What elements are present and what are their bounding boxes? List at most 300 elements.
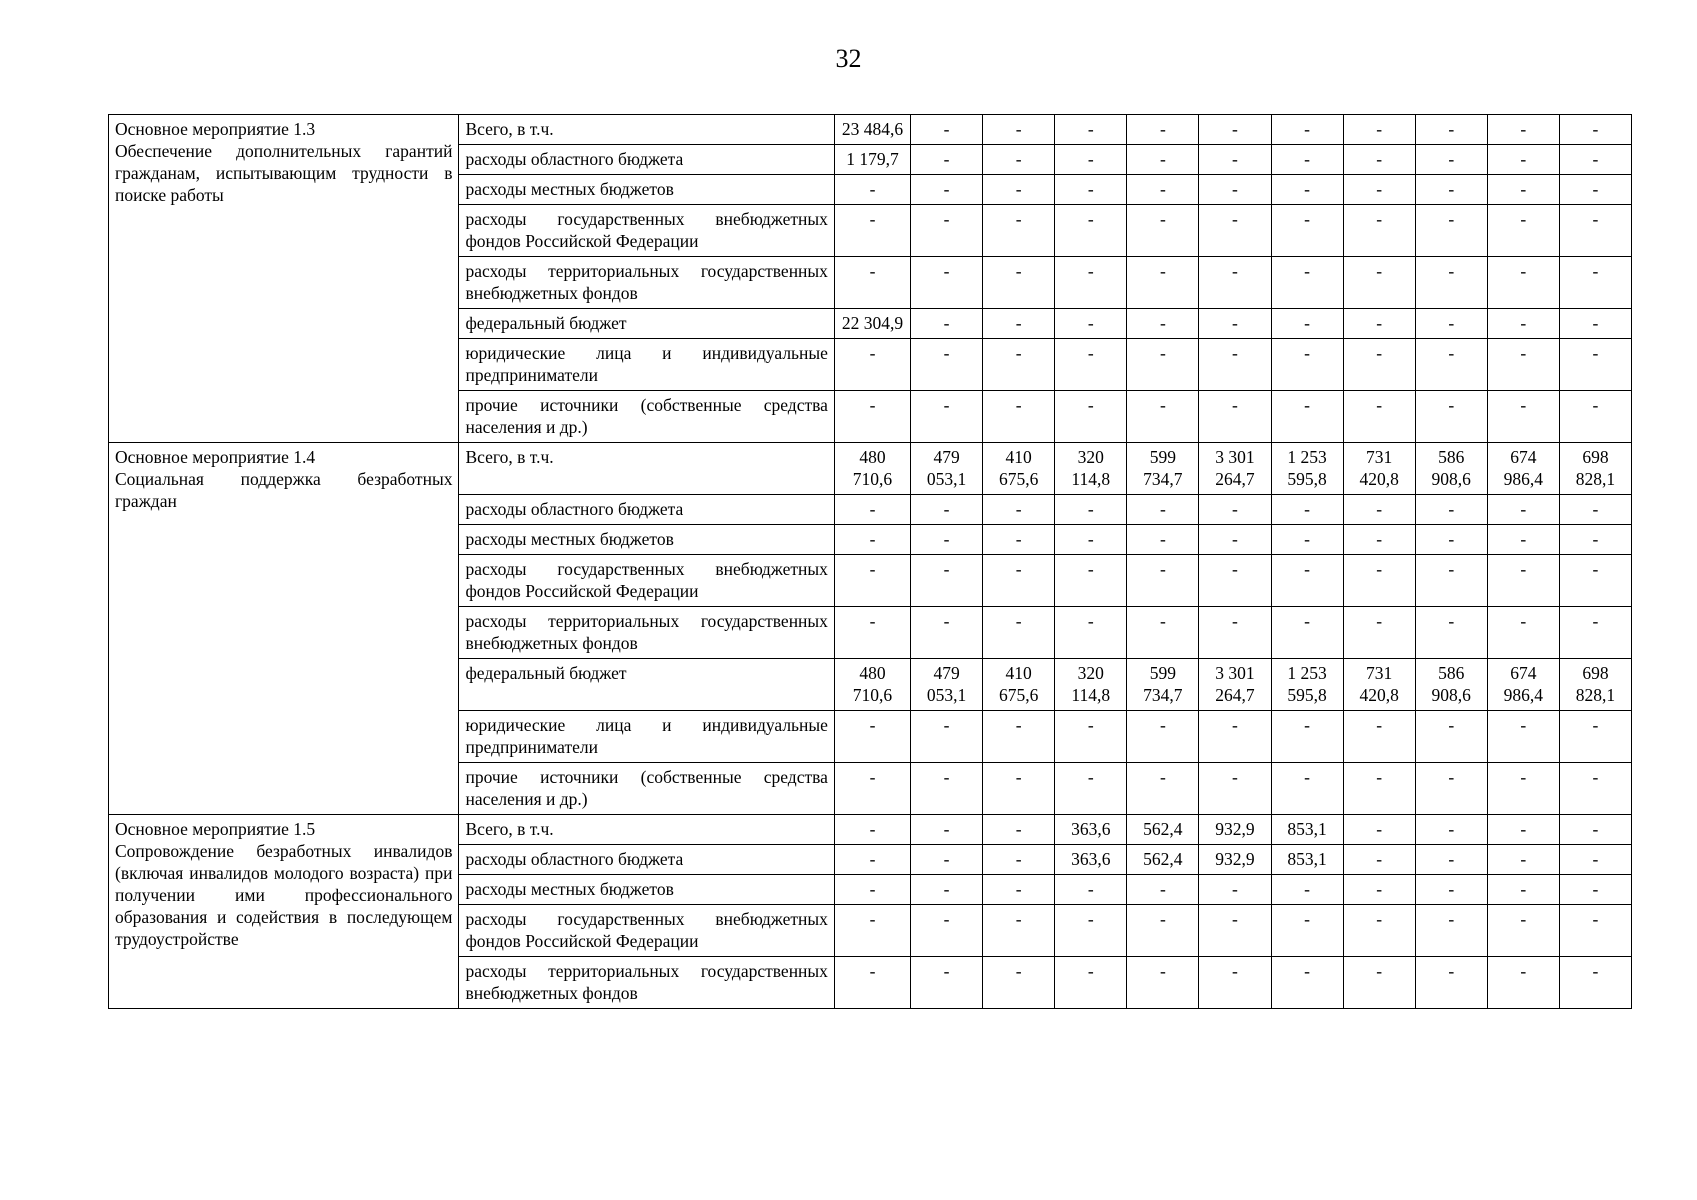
value-text: 599 734,7 xyxy=(1143,447,1183,489)
value-text: - xyxy=(1304,529,1310,549)
table-body xyxy=(109,115,1632,1009)
value-cell xyxy=(1343,815,1415,845)
value-text: 731 420,8 xyxy=(1359,663,1399,705)
activity-title: Основное мероприятие 1.3 xyxy=(115,119,316,139)
value-cell xyxy=(983,555,1055,607)
page-number: 32 xyxy=(835,44,862,73)
value-cell xyxy=(1559,205,1631,257)
funding-source-cell: расходы государственных внебюджетных фондов Российской Федерации xyxy=(459,905,834,957)
value-text: - xyxy=(869,909,876,929)
value-cell xyxy=(1415,763,1487,815)
value-cell xyxy=(834,145,910,175)
value-cell xyxy=(1487,711,1559,763)
value-text: 674 986,4 xyxy=(1503,663,1544,705)
value-text: - xyxy=(1087,395,1094,415)
value-text: - xyxy=(1520,715,1527,735)
value-text: - xyxy=(1015,879,1022,899)
value-text: - xyxy=(1015,343,1022,363)
value-cell xyxy=(1559,339,1631,391)
value-cell xyxy=(834,391,910,443)
value-text: 698 828,1 xyxy=(1575,447,1616,489)
value-text: - xyxy=(943,343,950,363)
value-cell xyxy=(1559,175,1631,205)
value-cell xyxy=(983,391,1055,443)
value-text: - xyxy=(1592,961,1599,981)
value-text: - xyxy=(1520,209,1527,229)
value-cell xyxy=(983,443,1055,495)
value-cell xyxy=(911,555,983,607)
value-cell xyxy=(983,875,1055,905)
funding-source-cell: расходы территориальных государственных внебюджетных фондов xyxy=(459,607,834,659)
value-cell xyxy=(1487,555,1559,607)
value-text: - xyxy=(1376,767,1383,787)
value-cell xyxy=(1487,145,1559,175)
value-cell xyxy=(983,257,1055,309)
value-cell xyxy=(1559,555,1631,607)
value-cell xyxy=(1271,711,1343,763)
value-cell xyxy=(911,711,983,763)
value-text: 363,6 xyxy=(1071,849,1111,869)
value-text: - xyxy=(1087,343,1094,363)
value-text: 853,1 xyxy=(1287,819,1327,839)
value-text: - xyxy=(1015,909,1022,929)
value-cell xyxy=(1055,763,1127,815)
value-cell xyxy=(1199,339,1271,391)
value-cell xyxy=(1487,175,1559,205)
value-text: 3 301 264,7 xyxy=(1215,447,1255,489)
value-text: - xyxy=(1448,559,1455,579)
value-text: - xyxy=(1304,149,1310,169)
value-cell xyxy=(1271,391,1343,443)
value-cell xyxy=(834,555,910,607)
value-text: 479 053,1 xyxy=(926,663,967,705)
value-cell xyxy=(983,845,1055,875)
value-text: - xyxy=(1087,179,1094,199)
value-text: 586 908,6 xyxy=(1431,663,1471,705)
value-text: - xyxy=(1232,343,1238,363)
value-text: - xyxy=(1376,499,1383,519)
value-cell xyxy=(1271,845,1343,875)
value-text: - xyxy=(869,879,876,899)
value-cell xyxy=(1199,875,1271,905)
value-cell xyxy=(983,957,1055,1009)
value-text: 562,4 xyxy=(1143,819,1183,839)
value-text: - xyxy=(1232,559,1238,579)
value-cell xyxy=(834,845,910,875)
value-text: - xyxy=(943,767,950,787)
value-cell xyxy=(983,145,1055,175)
value-cell xyxy=(834,607,910,659)
value-text: - xyxy=(1232,909,1238,929)
value-text: - xyxy=(1159,499,1166,519)
value-text: - xyxy=(1304,313,1310,333)
value-text: - xyxy=(943,715,950,735)
value-cell xyxy=(1415,957,1487,1009)
value-text: - xyxy=(1304,909,1310,929)
value-cell xyxy=(1271,145,1343,175)
value-text: 1 253 595,8 xyxy=(1287,663,1327,705)
value-text: - xyxy=(1304,559,1310,579)
value-cell xyxy=(1127,763,1199,815)
value-text: - xyxy=(1159,961,1166,981)
value-cell xyxy=(1487,525,1559,555)
value-cell xyxy=(911,763,983,815)
value-cell xyxy=(1271,495,1343,525)
value-cell xyxy=(1487,339,1559,391)
value-cell xyxy=(1127,555,1199,607)
activity-title: Основное мероприятие 1.5 xyxy=(115,819,316,839)
value-cell xyxy=(1055,205,1127,257)
value-cell xyxy=(911,525,983,555)
value-cell xyxy=(1055,443,1127,495)
value-text: 562,4 xyxy=(1143,849,1183,869)
value-text: 1 179,7 xyxy=(846,149,899,169)
funding-source-cell: Всего, в т.ч. xyxy=(459,815,834,845)
value-cell xyxy=(1199,711,1271,763)
value-text: - xyxy=(1159,767,1166,787)
value-cell xyxy=(834,957,910,1009)
activity-description: Сопровождение безработных инвалидов (включая инвалидов молодого возраста) при получении ими профессионального образования и содействия в последующем трудоустройстве xyxy=(115,841,453,949)
value-text: - xyxy=(1592,611,1599,631)
value-text: - xyxy=(1448,179,1455,199)
funding-source-cell: федеральный бюджет xyxy=(459,309,834,339)
value-text: - xyxy=(1015,313,1022,333)
value-cell xyxy=(1055,145,1127,175)
value-cell xyxy=(1343,443,1415,495)
value-text: - xyxy=(1520,849,1527,869)
value-text: - xyxy=(1159,313,1166,333)
value-cell xyxy=(1199,495,1271,525)
value-text: - xyxy=(1015,499,1022,519)
value-cell xyxy=(1055,339,1127,391)
value-cell xyxy=(1127,905,1199,957)
funding-source-cell: расходы местных бюджетов xyxy=(459,525,834,555)
value-cell xyxy=(1487,309,1559,339)
value-text: - xyxy=(1376,879,1383,899)
value-text: - xyxy=(1087,209,1094,229)
value-cell xyxy=(1343,957,1415,1009)
funding-source-cell: расходы государственных внебюджетных фондов Российской Федерации xyxy=(459,205,834,257)
value-cell xyxy=(983,339,1055,391)
value-cell xyxy=(1127,145,1199,175)
value-text: 853,1 xyxy=(1287,849,1327,869)
value-text: - xyxy=(1232,149,1238,169)
value-cell xyxy=(1415,815,1487,845)
value-cell xyxy=(1343,763,1415,815)
value-cell xyxy=(834,309,910,339)
value-cell xyxy=(1559,607,1631,659)
funding-source-cell: расходы местных бюджетов xyxy=(459,175,834,205)
value-text: - xyxy=(1592,819,1599,839)
value-text: 363,6 xyxy=(1071,819,1111,839)
value-text: - xyxy=(1520,529,1527,549)
value-cell xyxy=(1127,175,1199,205)
value-cell xyxy=(1055,555,1127,607)
value-text: - xyxy=(1520,261,1527,281)
value-cell xyxy=(1271,659,1343,711)
value-text: - xyxy=(1376,611,1383,631)
value-text: - xyxy=(1159,611,1166,631)
value-text: - xyxy=(869,611,876,631)
value-cell xyxy=(911,391,983,443)
value-text: - xyxy=(1520,499,1527,519)
value-cell xyxy=(834,339,910,391)
value-cell xyxy=(1487,391,1559,443)
value-text: - xyxy=(943,961,950,981)
value-cell xyxy=(1199,957,1271,1009)
value-text: - xyxy=(869,767,876,787)
value-cell xyxy=(911,815,983,845)
table-row xyxy=(109,115,1632,145)
value-cell xyxy=(1127,815,1199,845)
value-text: - xyxy=(1376,313,1383,333)
value-cell xyxy=(1199,175,1271,205)
value-text: - xyxy=(1520,149,1527,169)
value-cell xyxy=(911,845,983,875)
value-cell xyxy=(911,145,983,175)
value-text: - xyxy=(1232,879,1238,899)
value-cell xyxy=(1559,391,1631,443)
value-cell xyxy=(1055,875,1127,905)
value-cell xyxy=(1127,607,1199,659)
value-cell xyxy=(1343,495,1415,525)
value-text: - xyxy=(1376,715,1383,735)
value-text: - xyxy=(1448,499,1455,519)
value-cell xyxy=(1487,443,1559,495)
value-text: 599 734,7 xyxy=(1143,663,1183,705)
value-text: - xyxy=(1376,343,1383,363)
value-cell xyxy=(1343,257,1415,309)
funding-source-cell: расходы областного бюджета xyxy=(459,495,834,525)
value-text: 320 114,8 xyxy=(1071,447,1111,489)
value-text: - xyxy=(1520,767,1527,787)
value-cell xyxy=(983,607,1055,659)
value-cell xyxy=(1343,711,1415,763)
activity-cell xyxy=(109,115,459,443)
value-cell xyxy=(834,815,910,845)
value-text: - xyxy=(869,261,876,281)
value-cell xyxy=(834,659,910,711)
value-text: - xyxy=(1304,611,1310,631)
value-text: - xyxy=(1232,499,1238,519)
value-cell xyxy=(1343,555,1415,607)
value-text: - xyxy=(1520,119,1527,139)
value-cell xyxy=(1343,607,1415,659)
value-cell xyxy=(1199,145,1271,175)
value-cell xyxy=(983,905,1055,957)
value-text: - xyxy=(1304,499,1310,519)
funding-source-cell: расходы областного бюджета xyxy=(459,145,834,175)
value-text: - xyxy=(943,611,950,631)
value-text: - xyxy=(943,879,950,899)
value-text: - xyxy=(943,499,950,519)
value-text: - xyxy=(1159,343,1166,363)
value-cell xyxy=(1055,309,1127,339)
value-text: - xyxy=(1232,313,1238,333)
value-cell xyxy=(1055,905,1127,957)
value-cell xyxy=(834,763,910,815)
value-text: - xyxy=(1592,395,1599,415)
value-cell xyxy=(1415,845,1487,875)
value-cell xyxy=(1271,525,1343,555)
value-cell xyxy=(1415,905,1487,957)
value-text: - xyxy=(1448,909,1455,929)
value-cell xyxy=(834,875,910,905)
value-cell xyxy=(1559,495,1631,525)
value-cell xyxy=(1055,607,1127,659)
value-text: - xyxy=(1232,961,1238,981)
value-cell xyxy=(1415,607,1487,659)
value-cell xyxy=(1271,115,1343,145)
value-cell xyxy=(1271,957,1343,1009)
value-cell xyxy=(834,205,910,257)
value-text: 698 828,1 xyxy=(1575,663,1616,705)
value-text: - xyxy=(1159,395,1166,415)
value-cell xyxy=(1199,309,1271,339)
funding-source-cell: расходы государственных внебюджетных фондов Российской Федерации xyxy=(459,555,834,607)
funding-source-cell: юридические лица и индивидуальные предприниматели xyxy=(459,339,834,391)
value-text: - xyxy=(1376,909,1383,929)
value-text: - xyxy=(1592,149,1599,169)
value-cell xyxy=(1415,309,1487,339)
value-cell xyxy=(1055,845,1127,875)
value-text: - xyxy=(1376,529,1383,549)
value-cell xyxy=(1199,763,1271,815)
value-text: - xyxy=(869,961,876,981)
value-text: - xyxy=(1448,961,1455,981)
value-text: - xyxy=(869,209,876,229)
value-text: - xyxy=(1304,179,1310,199)
value-cell xyxy=(1127,845,1199,875)
value-cell xyxy=(1271,339,1343,391)
value-cell xyxy=(983,115,1055,145)
value-cell xyxy=(911,607,983,659)
value-text: - xyxy=(943,819,950,839)
value-cell xyxy=(834,905,910,957)
value-cell xyxy=(1343,875,1415,905)
value-cell xyxy=(983,659,1055,711)
value-text: - xyxy=(1592,261,1599,281)
table-row xyxy=(109,443,1632,495)
value-text: 586 908,6 xyxy=(1431,447,1471,489)
value-cell xyxy=(1343,175,1415,205)
value-text: 479 053,1 xyxy=(926,447,967,489)
value-cell xyxy=(1055,711,1127,763)
funding-source-cell: прочие источники (собственные средства населения и др.) xyxy=(459,391,834,443)
activity-cell xyxy=(109,815,459,1009)
value-text: - xyxy=(1376,395,1383,415)
value-text: - xyxy=(1448,849,1455,869)
value-cell xyxy=(1487,763,1559,815)
value-text: - xyxy=(1232,209,1238,229)
value-cell xyxy=(983,525,1055,555)
value-cell xyxy=(1487,495,1559,525)
value-text: - xyxy=(1304,879,1310,899)
value-text: - xyxy=(1015,529,1022,549)
value-text: - xyxy=(1015,961,1022,981)
value-text: - xyxy=(1087,149,1094,169)
value-cell xyxy=(1271,205,1343,257)
value-cell xyxy=(1487,607,1559,659)
value-cell xyxy=(1127,391,1199,443)
value-text: - xyxy=(1159,119,1166,139)
value-text: - xyxy=(1376,961,1383,981)
value-cell xyxy=(1415,495,1487,525)
value-cell xyxy=(1487,115,1559,145)
funding-source-cell: расходы территориальных государственных внебюджетных фондов xyxy=(459,957,834,1009)
table-row xyxy=(109,815,1632,845)
value-text: - xyxy=(1015,767,1022,787)
value-cell xyxy=(1271,257,1343,309)
value-text: - xyxy=(943,119,950,139)
value-cell xyxy=(1487,257,1559,309)
value-text: - xyxy=(1592,529,1599,549)
value-text: - xyxy=(1159,879,1166,899)
value-text: - xyxy=(1159,529,1166,549)
value-cell xyxy=(1127,875,1199,905)
value-text: - xyxy=(943,261,950,281)
value-text: - xyxy=(1592,313,1599,333)
value-cell xyxy=(911,957,983,1009)
value-cell xyxy=(1127,711,1199,763)
value-text: - xyxy=(1232,395,1238,415)
value-text: - xyxy=(1304,715,1310,735)
value-text: - xyxy=(1159,261,1166,281)
value-cell xyxy=(1415,115,1487,145)
value-cell xyxy=(1559,763,1631,815)
value-text: - xyxy=(943,395,950,415)
value-text: - xyxy=(1448,529,1455,549)
value-text: - xyxy=(1015,149,1022,169)
value-cell xyxy=(1127,339,1199,391)
value-text: 320 114,8 xyxy=(1071,663,1111,705)
value-text: - xyxy=(1520,559,1527,579)
value-text: - xyxy=(1520,819,1527,839)
value-cell xyxy=(1199,555,1271,607)
value-text: - xyxy=(1304,961,1310,981)
value-cell xyxy=(1415,257,1487,309)
value-cell xyxy=(1343,525,1415,555)
value-cell xyxy=(1487,957,1559,1009)
value-cell xyxy=(1199,905,1271,957)
value-text: - xyxy=(1015,119,1022,139)
activity-description: Обеспечение дополнительных гарантий гражданам, испытывающим трудности в поиске работы xyxy=(115,141,453,205)
value-text: - xyxy=(1592,715,1599,735)
value-cell xyxy=(834,525,910,555)
value-cell xyxy=(1271,763,1343,815)
value-text: - xyxy=(1159,909,1166,929)
value-text: - xyxy=(1448,119,1455,139)
value-cell xyxy=(1415,145,1487,175)
value-text: - xyxy=(1448,819,1455,839)
value-cell xyxy=(1055,175,1127,205)
value-text: - xyxy=(1087,879,1094,899)
value-text: - xyxy=(1304,119,1310,139)
value-text: - xyxy=(1087,715,1094,735)
value-text: - xyxy=(1376,119,1383,139)
value-text: - xyxy=(1448,395,1455,415)
value-text: - xyxy=(1159,149,1166,169)
value-text: - xyxy=(1087,909,1094,929)
value-text: 674 986,4 xyxy=(1503,447,1544,489)
value-cell xyxy=(1127,525,1199,555)
value-text: - xyxy=(1376,261,1383,281)
value-text: - xyxy=(1520,961,1527,981)
value-text: - xyxy=(1159,209,1166,229)
value-text: - xyxy=(1520,343,1527,363)
value-cell xyxy=(1055,391,1127,443)
value-cell xyxy=(911,309,983,339)
